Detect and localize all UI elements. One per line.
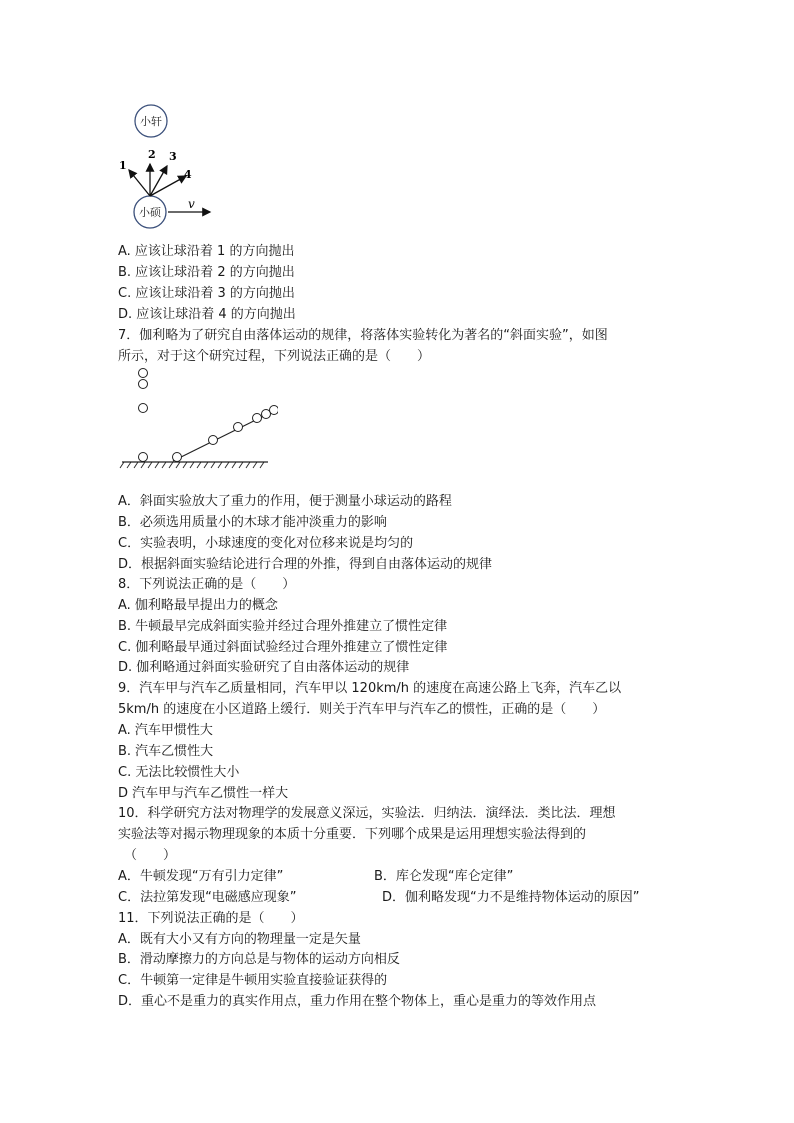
q10-stem-line3: （ ） xyxy=(124,848,177,863)
q10-option-a: A．牛顿发现“万有引力定律” xyxy=(118,869,284,884)
rolling-ball xyxy=(234,423,243,432)
q6-option-c: C. 应该让球沿着 3 的方向抛出 xyxy=(118,286,295,301)
direction-label-2: 2 xyxy=(148,148,156,161)
q8-option-a: A. 伽利略最早提出力的概念 xyxy=(118,598,278,613)
velocity-label: v xyxy=(188,197,195,211)
q6-option-b: B. 应该让球沿着 2 的方向抛出 xyxy=(118,265,295,280)
inclined-plane-figure xyxy=(118,364,278,474)
bottom-person-label: 小硕 xyxy=(139,206,161,219)
q8-option-b: B. 牛顿最早完成斜面实验并经过合理外推建立了惯性定律 xyxy=(118,619,448,634)
q11-option-d: D．重心不是重力的真实作用点，重力作用在整个物体上，重心是重力的等效作用点 xyxy=(118,994,597,1009)
q9-stem-line2: 5km/h 的速度在小区道路上缓行．则关于汽车甲与汽车乙的惯性，正确的是（ ） xyxy=(118,702,606,717)
q11-option-b: B．滑动摩擦力的方向总是与物体的运动方向相反 xyxy=(118,952,400,967)
q10-option-c: C．法拉第发现“电磁感应现象” xyxy=(118,890,297,905)
top-person-label: 小轩 xyxy=(140,115,162,128)
ground-hatching xyxy=(120,462,264,468)
falling-ball xyxy=(139,369,148,378)
q6-option-d: D. 应该让球沿着 4 的方向抛出 xyxy=(118,307,296,322)
q7-option-b: B．必须选用质量小的木球才能冲淡重力的影响 xyxy=(118,515,387,530)
q10-option-b: B．库仑发现“库仑定律” xyxy=(374,869,514,884)
q9-option-b: B. 汽车乙惯性大 xyxy=(118,744,214,759)
rolling-ball xyxy=(253,414,262,423)
rolling-ball xyxy=(270,406,279,415)
q11-option-c: C．牛顿第一定律是牛顿用实验直接验证获得的 xyxy=(118,973,388,988)
throw-direction-figure xyxy=(110,100,240,235)
q7-option-d: D．根据斜面实验结论进行合理的外推，得到自由落体运动的规律 xyxy=(118,557,493,572)
direction-label-3: 3 xyxy=(169,150,177,163)
falling-ball xyxy=(139,380,148,389)
q7-stem-line1: 7．伽利略为了研究自由落体运动的规律，将落体实验转化为著名的“斜面实验”，如图 xyxy=(118,328,608,343)
q7-option-c: C．实验表明，小球速度的变化对位移来说是均匀的 xyxy=(118,536,414,551)
q6-option-a: A. 应该让球沿着 1 的方向抛出 xyxy=(118,244,295,259)
q9-option-a: A. 汽车甲惯性大 xyxy=(118,723,213,738)
q11-stem: 11．下列说法正确的是（ ） xyxy=(118,911,304,926)
q11-option-a: A．既有大小又有方向的物理量一定是矢量 xyxy=(118,932,361,947)
q8-stem: 8．下列说法正确的是（ ） xyxy=(118,577,296,592)
q10-stem-line1: 10．科学研究方法对物理学的发展意义深远，实验法．归纳法．演绎法．类比法．理想 xyxy=(118,806,616,821)
q10-option-d: D．伽利略发现“力不是维持物体运动的原因” xyxy=(382,890,640,905)
q9-stem-line1: 9．汽车甲与汽车乙质量相同，汽车甲以 120km/h 的速度在高速公路上飞奔，汽车乙以 xyxy=(118,681,622,696)
q8-option-c: C. 伽利略最早通过斜面试验经过合理外推建立了惯性定律 xyxy=(118,640,448,655)
rolling-ball xyxy=(173,453,182,462)
q7-stem-line2: 所示，对于这个研究过程，下列说法正确的是（ ） xyxy=(118,349,431,364)
ground-ball xyxy=(139,453,148,462)
q9-option-d: D 汽车甲与汽车乙惯性一样大 xyxy=(118,786,289,801)
rolling-ball xyxy=(209,436,218,445)
direction-label-4: 4 xyxy=(184,168,192,181)
q9-option-c: C. 无法比较惯性大小 xyxy=(118,765,240,780)
direction-label-1: 1 xyxy=(119,159,127,172)
q7-option-a: A．斜面实验放大了重力的作用，便于测量小球运动的路程 xyxy=(118,494,452,509)
q8-option-d: D. 伽利略通过斜面实验研究了自由落体运动的规律 xyxy=(118,660,410,675)
q10-stem-line2: 实验法等对揭示物理现象的本质十分重要．下列哪个成果是运用理想实验法得到的 xyxy=(118,827,587,842)
direction-arrow-1 xyxy=(129,170,150,196)
falling-ball xyxy=(139,404,148,413)
